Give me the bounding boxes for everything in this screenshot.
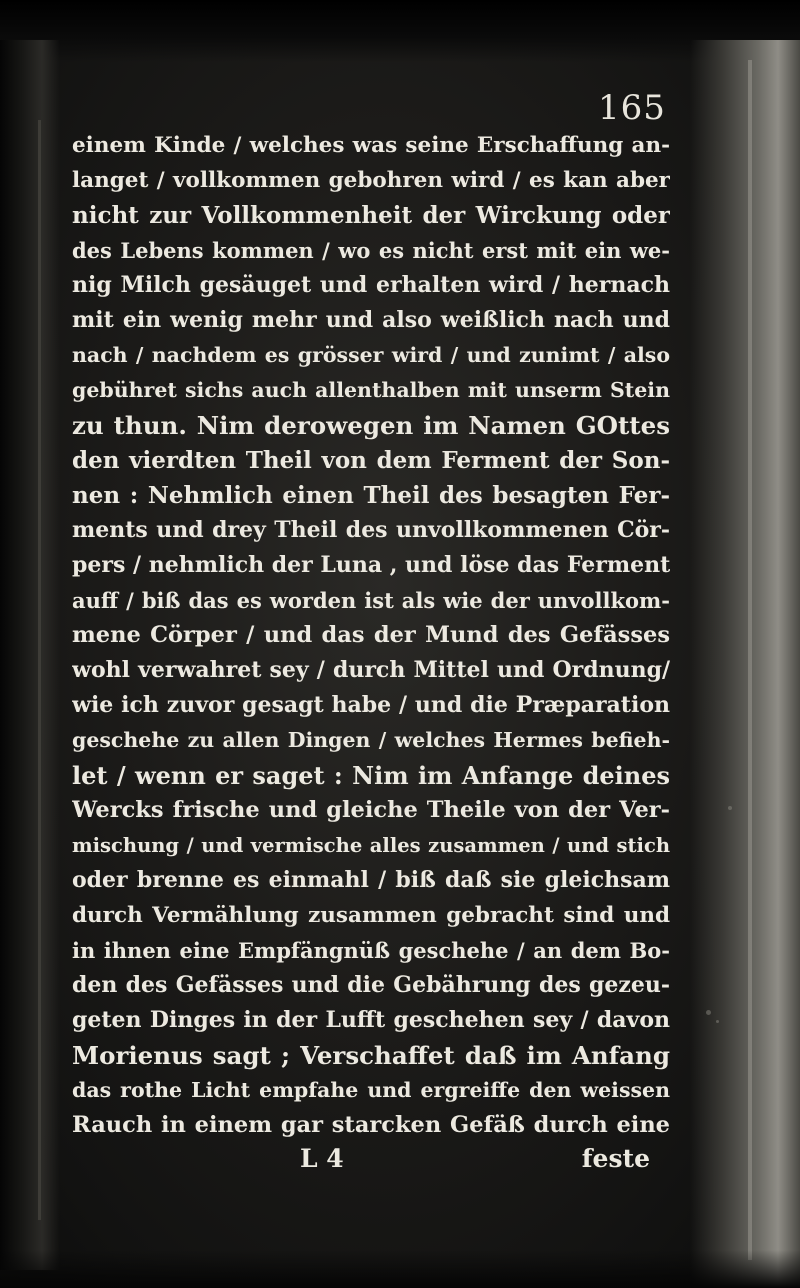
text-line: einem Kinde / welches was seine Erschaffung an- (72, 133, 670, 158)
text-line: durch Vermählung zusammen gebracht sind und (72, 903, 670, 928)
text-line: wie ich zuvor gesagt habe / und die Præparation (72, 692, 670, 718)
text-line: Wercks frische und gleiche Theile von der Ver- (72, 797, 670, 823)
text-line: let / wenn er saget : Nim im Anfange deines (72, 761, 670, 790)
gutter-line (38, 120, 41, 1220)
text-line: Morienus sagt ; Verschaffet daß im Anfang (72, 1041, 670, 1070)
page-number: 165 (598, 88, 666, 128)
paper-speck (716, 1020, 719, 1023)
text-line: ments und drey Theil des unvollkommenen Cör- (72, 517, 670, 543)
text-line: den vierdten Theil von dem Ferment der Son- (72, 447, 670, 474)
paper-speck (728, 806, 732, 810)
text-line: des Lebens kommen / wo es nicht erst mit ein we- (72, 238, 670, 263)
paper-speck (706, 1010, 711, 1015)
text-line: gebühret sichs auch allenthalben mit unserm Stein (72, 378, 670, 402)
text-line: nen : Nehmlich einen Theil des besagten Fer- (72, 482, 670, 509)
text-line: geschehe zu allen Dingen / welches Hermes befieh- (72, 728, 670, 752)
text-line: mischung / und vermische alles zusammen / und stich (72, 834, 670, 857)
text-line: nach / nachdem es grösser wird / und zunimt / also (72, 343, 670, 367)
body-text (72, 128, 670, 1143)
page-gutter (0, 40, 60, 1270)
margin-line (748, 60, 752, 1260)
text-line: zu thun. Nim derowegen im Namen GOttes (72, 411, 670, 440)
text-line: mene Cörper / und das der Mund des Gefässes (72, 622, 670, 648)
text-line: wohl verwahret sey / durch Mittel und Ordnung/ (72, 657, 670, 683)
scan-top-border (0, 0, 800, 62)
footer-line (72, 1144, 670, 1184)
page-right-margin (690, 40, 800, 1288)
text-line: das rothe Licht empfahe und ergreiffe den weissen (72, 1078, 670, 1102)
scan-bottom-border (0, 1250, 800, 1288)
text-line: in ihnen eine Empfängnüß geschehe / an dem Bo- (72, 938, 670, 963)
text-line: auff / biß das es worden ist als wie der unvollkom- (72, 588, 670, 613)
text-line: pers / nehmlich der Luna , und löse das Ferment (72, 552, 670, 578)
text-line: nicht zur Vollkommenheit der Wirckung oder (72, 202, 670, 229)
signature-mark: L 4 (300, 1144, 344, 1173)
catchword: feste (581, 1144, 650, 1173)
text-line: Rauch in einem gar starcken Gefäß durch eine (72, 1112, 670, 1138)
text-line: oder brenne es einmahl / biß daß sie gleichsam (72, 867, 670, 893)
text-line: geten Dinges in der Lufft geschehen sey / davon (72, 1007, 670, 1033)
text-line: den des Gefässes und die Gebährung des gezeu- (72, 972, 670, 998)
text-line: langet / vollkommen gebohren wird / es kan aber (72, 168, 670, 193)
text-line: mit ein wenig mehr und also weißlich nach und (72, 307, 670, 333)
text-line: nig Milch gesäuget und erhalten wird / hernach (72, 272, 670, 298)
